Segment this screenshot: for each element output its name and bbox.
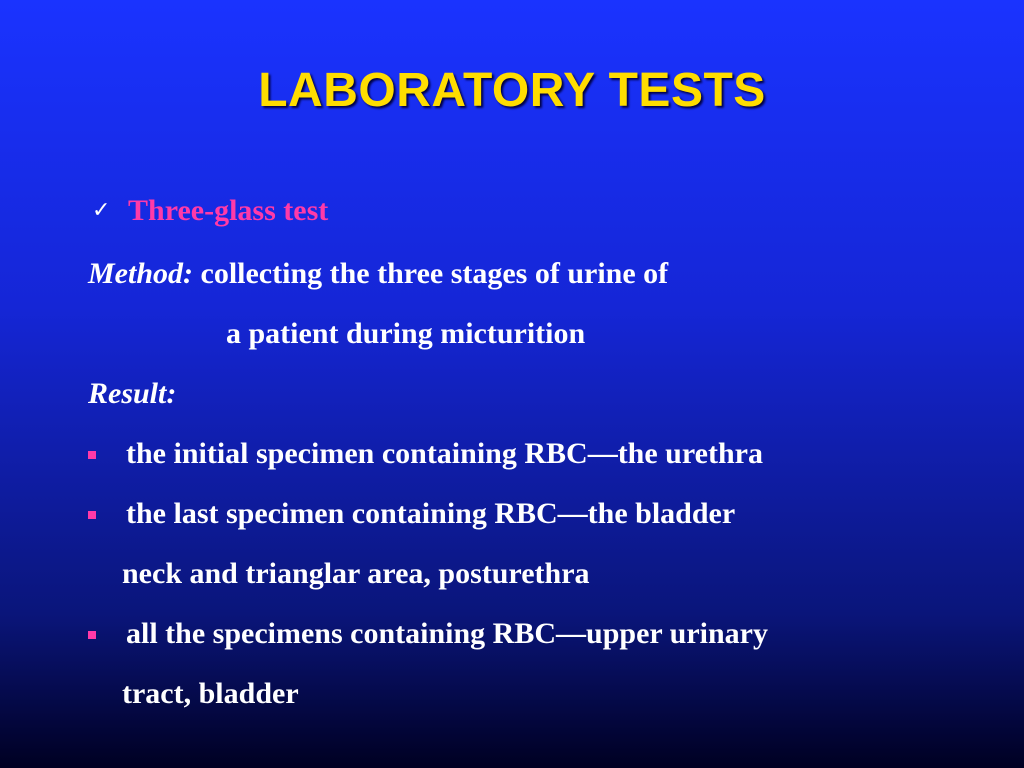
result-item-2-continued: neck and trianglar area, posturethra — [122, 557, 590, 590]
method-text: collecting the three stages of urine of — [200, 257, 669, 290]
square-bullet-icon — [88, 631, 96, 639]
result-item-1: the initial specimen containing RBC—the urethra — [126, 437, 763, 470]
method-line — [88, 256, 668, 292]
result-item-3: all the specimens containing RBC—upper urinary — [126, 617, 768, 650]
section-heading: Three-glass test — [128, 194, 329, 227]
method-text-continued: a patient during micturition — [226, 317, 586, 350]
checkmark-icon: ✓ — [92, 198, 111, 223]
method-label: Method: — [88, 257, 193, 290]
square-bullet-icon — [88, 511, 96, 519]
square-bullet-icon — [88, 451, 96, 459]
result-item-2: the last specimen containing RBC—the bladder — [126, 497, 736, 530]
result-item-3-continued: tract, bladder — [122, 677, 299, 710]
slide-title: LABORATORY TESTS — [258, 64, 766, 117]
result-label: Result: — [88, 377, 177, 410]
